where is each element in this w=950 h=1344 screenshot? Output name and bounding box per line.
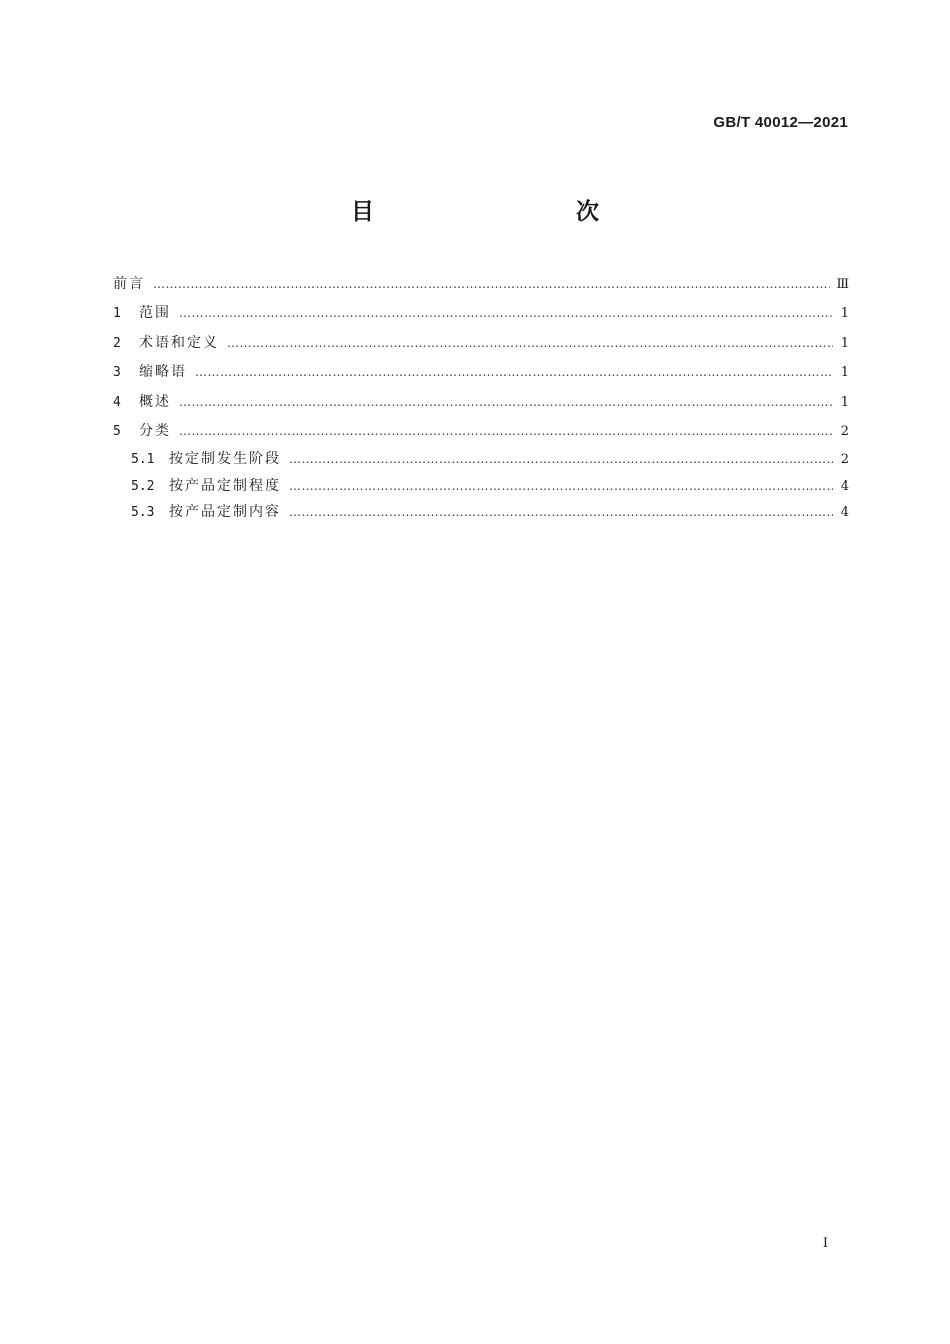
toc-entry-label: 前言 — [113, 276, 145, 292]
toc-entry-page: 1 — [840, 306, 849, 322]
toc-entry-label: 按定制发生阶段 — [169, 451, 281, 468]
toc-entry-number: 5.2 — [131, 478, 155, 494]
toc-entry-label: 缩略语 — [139, 364, 187, 381]
toc-entry-page: 2 — [840, 452, 849, 468]
toc-entry-number: 4 — [113, 394, 121, 410]
toc-entry-page: 1 — [840, 365, 849, 381]
toc-entry-page: 4 — [840, 478, 849, 494]
standard-code: GB/T 40012—2021 — [713, 114, 848, 131]
toc-entry-label: 概述 — [139, 393, 171, 410]
toc-entry-page: Ⅲ — [836, 277, 849, 292]
toc-leader-dots — [179, 388, 833, 417]
toc-entry-by-degree[interactable] — [113, 473, 849, 500]
toc-entry-number: 1 — [113, 306, 121, 322]
toc-entry-number: 5 — [113, 423, 121, 439]
toc-entry-label: 按产品定制内容 — [169, 504, 281, 521]
page-title: 目 次 — [351, 199, 651, 225]
toc-entry-number: 3 — [113, 365, 121, 381]
toc-entry-scope[interactable] — [113, 299, 849, 328]
toc-entry-page: 2 — [840, 423, 849, 439]
toc-entry-label: 术语和定义 — [139, 334, 219, 351]
toc-leader-dots — [289, 473, 833, 500]
table-of-contents — [113, 270, 849, 526]
toc-leader-dots — [195, 358, 833, 387]
toc-leader-dots — [179, 417, 833, 446]
toc-leader-dots — [153, 270, 830, 299]
toc-leader-dots — [179, 299, 833, 328]
toc-entry-label: 范围 — [139, 305, 171, 322]
toc-entry-preface[interactable] — [113, 270, 849, 299]
toc-leader-dots — [227, 329, 833, 358]
toc-entry-page: 1 — [840, 335, 849, 351]
page-number: I — [822, 1236, 828, 1251]
toc-entry-page: 1 — [840, 394, 849, 410]
toc-entry-page: 4 — [840, 505, 849, 521]
toc-entry-terms[interactable] — [113, 329, 849, 358]
toc-entry-number: 5.1 — [131, 452, 155, 468]
toc-entry-overview[interactable] — [113, 388, 849, 417]
toc-leader-dots — [289, 446, 833, 473]
toc-entry-abbreviations[interactable] — [113, 358, 849, 387]
toc-entry-number: 2 — [113, 335, 121, 351]
toc-entry-label: 分类 — [139, 422, 171, 439]
toc-entry-classification[interactable] — [113, 417, 849, 446]
toc-entry-number: 5.3 — [131, 505, 155, 521]
toc-leader-dots — [289, 499, 833, 526]
toc-entry-label: 按产品定制程度 — [169, 477, 281, 494]
toc-entry-by-content[interactable] — [113, 499, 849, 526]
toc-entry-by-stage[interactable] — [113, 446, 849, 473]
